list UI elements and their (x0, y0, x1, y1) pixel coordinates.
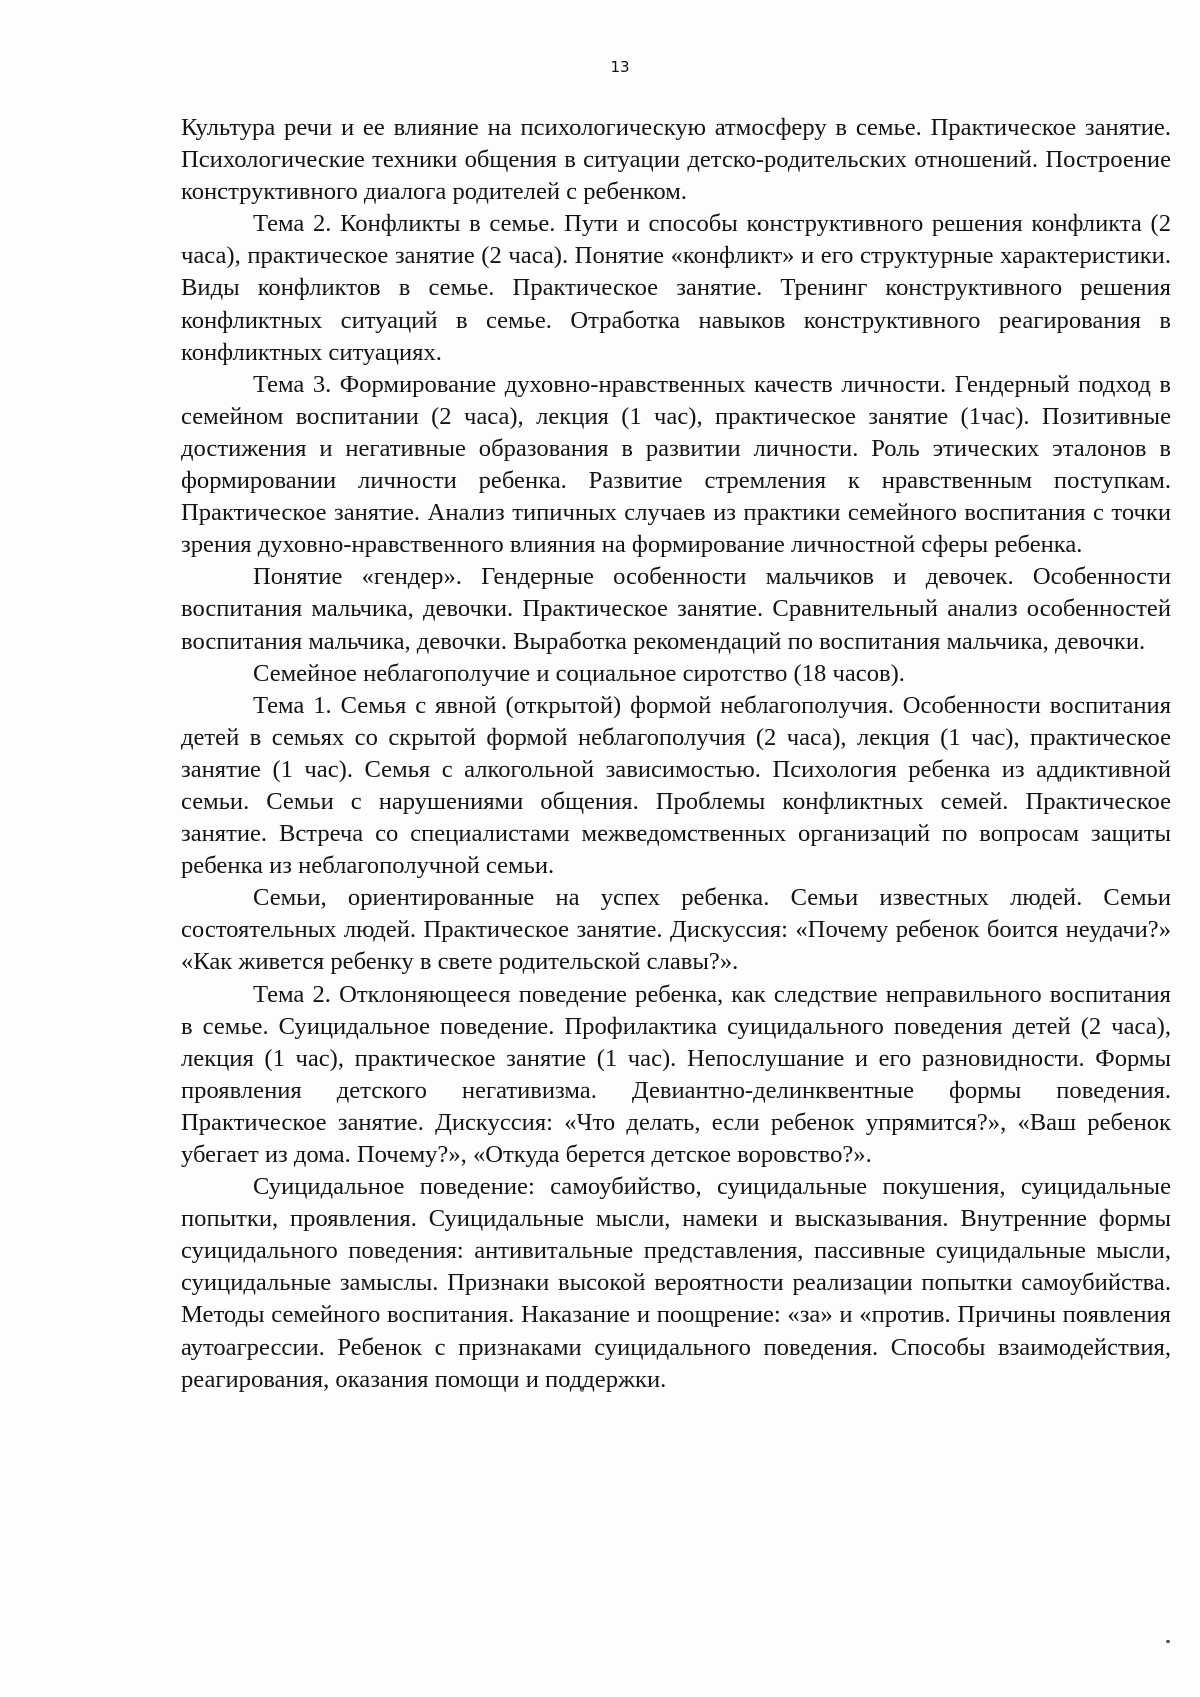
paragraph: Суицидальное поведение: самоубийство, суицидальные покушения, суицидальные попытки, проявления. Суицидальные мысли, намеки и высказывания. Внутренние формы суицидального поведения: антивитальные представления, пассивные суицидальные мысли, суицидальные замыслы. Признаки высокой вероятности реализации попытки самоубийства. Методы семейного воспитания. Наказание и поощрение: «за» и «против. Причины появления аутоагрессии. Ребенок с признаками суицидального поведения. Способы взаимодействия, реагирования, оказания помощи и поддержки. (181, 1173, 1171, 1393)
paragraph: Понятие «гендер». Гендерные особенности мальчиков и девочек. Особенности воспитания мальчика, девочки. Практическое занятие. Сравнительный анализ особенностей воспитания мальчика, девочки. Выработка рекомендаций по воспитания мальчика, девочки. (181, 563, 1171, 655)
paragraph: Тема 2. Отклоняющееся поведение ребенка, как следствие неправильного воспитания в семье. Суицидальное поведение. Профилактика суицидального поведения детей (2 часа), лекция (1 час), практическое занятие (1 час). Непослушание и его разновидности. Формы проявления детского негативизма. Девиантно-делинквентные формы поведения. Практическое занятие. Дискуссия: «Что делать, если ребенок упрямится?», «Ваш ребенок убегает из дома. Почему?», «Откуда берется детское воровство?». (181, 980, 1171, 1168)
document-body (181, 112, 1171, 1396)
paragraph: Тема 3. Формирование духовно-нравственных качеств личности. Гендерный подход в семейном воспитании (2 часа), лекция (1 час), практическое занятие (1час). Позитивные достижения и негативные образования в развитии личности. Роль этических эталонов в формировании личности ребенка. Развитие стремления к нравственным поступкам. Практическое занятие. Анализ типичных случаев из практики семейного воспитания с точки зрения духовно-нравственного влияния на формирование личностной сферы ребенка. (181, 370, 1171, 559)
page-number: 13 (610, 58, 630, 76)
paragraph: Тема 2. Конфликты в семье. Пути и способы конструктивного решения конфликта (2 часа), практическое занятие (2 часа). Понятие «конфликт» и его структурные характеристики. Виды конфликтов в семье. Практическое занятие. Тренинг конструктивного решения конфликтных ситуаций в семье. Отработка навыков конструктивного реагирования в конфликтных ситуациях. (181, 210, 1171, 366)
paragraph: Семьи, ориентированные на успех ребенка. Семьи известных людей. Семьи состоятельных людей. Практическое занятие. Дискуссия: «Почему ребенок боится неудачи?» «Как живется ребенку в свете родительской славы?». (181, 884, 1171, 976)
section-heading: Семейное неблагополучие и социальное сиротство (18 часов). (253, 659, 905, 687)
paragraph: Культура речи и ее влияние на психологическую атмосферу в семье. Практическое занятие. Психологические техники общения в ситуации детско-родительских отношений. Построение конструктивного диалога родителей с ребенком. (181, 114, 1171, 206)
scan-speck (1166, 1640, 1170, 1643)
paragraph: Тема 1. Семья с явной (открытой) формой неблагополучия. Особенности воспитания детей в семьях со скрытой формой неблагополучия (2 часа), лекция (1 час), практическое занятие (1 час). Семья с алкогольной зависимостью. Психология ребенка из аддиктивной семьи. Семьи с нарушениями общения. Проблемы конфликтных семей. Практическое занятие. Встреча со специалистами межведомственных организаций по вопросам защиты ребенка из неблагополучной семьи. (181, 691, 1171, 880)
